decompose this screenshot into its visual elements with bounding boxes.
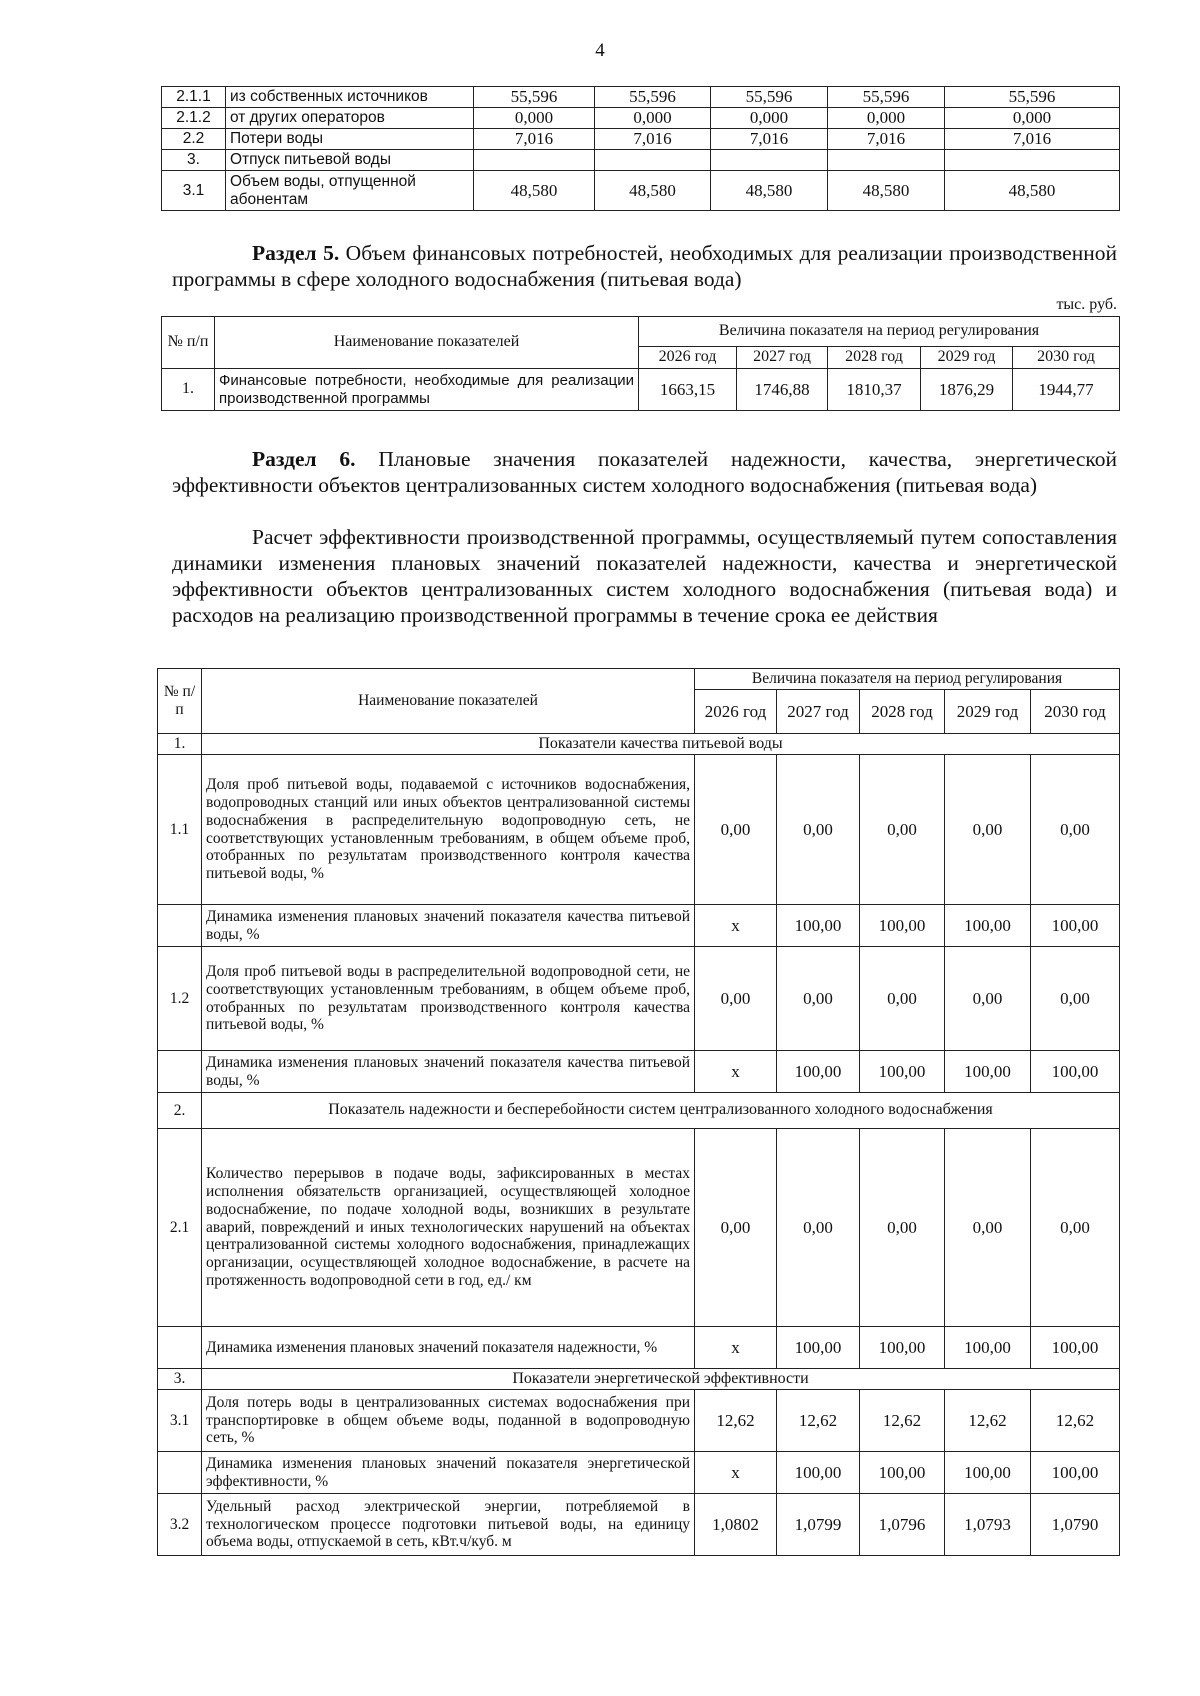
section-row (158, 1369, 1120, 1390)
table-row (158, 905, 1120, 947)
value-cell: 12,62 (695, 1390, 777, 1452)
value-cell: 55,596 (945, 87, 1120, 108)
row-number: 1. (162, 369, 215, 411)
col-header-name: Наименование показателей (202, 669, 695, 734)
section-6-heading (172, 446, 1117, 498)
value-cell: 100,00 (860, 1327, 945, 1369)
value-cell: 100,00 (1031, 1327, 1120, 1369)
row-number: 3.1 (162, 171, 226, 211)
row-name: Динамика изменения плановых значений показателя надежности, % (202, 1327, 695, 1369)
table-row (162, 150, 1120, 171)
section-title: Показатели энергетической эффективности (202, 1369, 1120, 1390)
row-name: Доля проб питьевой воды в распределительной водопроводной сети, не соответствующих установленным требованиям, в общем объеме проб, отобранных по результатам производственного контроля качества питьевой воды, % (202, 947, 695, 1051)
section-number: 3. (158, 1369, 202, 1390)
row-number (158, 1327, 202, 1369)
row-number (158, 905, 202, 947)
table-row (158, 1129, 1120, 1327)
value-cell (945, 150, 1120, 171)
row-name: от других операторов (226, 108, 474, 129)
row-number: 2.1.2 (162, 108, 226, 129)
header-row (158, 669, 1120, 690)
value-cell: 100,00 (945, 1452, 1031, 1494)
table-row (162, 369, 1120, 411)
row-name: Доля проб питьевой воды, подаваемой с источников водоснабжения, водопроводных станций или иных объектов централизованной системы водоснабжения в распределительную водопроводную сеть, не соответствующих установленным требованиям, в общем объеме проб, отобранных по результатам производственного контроля качества питьевой воды, % (202, 755, 695, 905)
row-name: Количество перерывов в подаче воды, зафиксированных в местах исполнения обязательств организацией, осуществляющей холодное водоснабжение, по подаче холодной воды, возникших в результате аварий, повреждений и иных технологических нарушений на объектах централизованной системы холодного водоснабжения, принадлежащих организации, осуществляющей холодное водоснабжение, в расчете на протяженность водопроводной сети в год, ед./ км (202, 1129, 695, 1327)
value-cell: 0,00 (1031, 1129, 1120, 1327)
value-cell: 7,016 (828, 129, 945, 150)
value-cell: 100,00 (777, 1452, 860, 1494)
row-name: Доля потерь воды в централизованных системах водоснабжения при транспортировке в общем объеме воды, поданной в водопроводную сеть, % (202, 1390, 695, 1452)
value-cell (595, 150, 711, 171)
value-cell: 1663,15 (639, 369, 737, 411)
section-number: 1. (158, 734, 202, 755)
value-cell: 0,00 (860, 947, 945, 1051)
table-row (162, 87, 1120, 108)
unit-label: тыс. руб. (1056, 296, 1117, 313)
value-cell: 100,00 (1031, 1452, 1120, 1494)
value-cell: 0,00 (860, 755, 945, 905)
row-number: 2.1.1 (162, 87, 226, 108)
year-header: 2029 год (945, 690, 1031, 734)
section-6-paragraph: Расчет эффективности производственной программы, осуществляемый путем сопоставления динамики изменения плановых значений показателей надежности, качества и энергетической эффективности объектов централизованных систем холодного водоснабжения (питьевая вода) и расходов на реализацию производственной программы в течение срока ее действия (172, 525, 1117, 627)
value-cell: 1,0796 (860, 1494, 945, 1556)
value-cell: 0,00 (777, 1129, 860, 1327)
value-cell: 55,596 (474, 87, 595, 108)
value-cell: 100,00 (1031, 905, 1120, 947)
table-row (162, 129, 1120, 150)
value-cell: 100,00 (860, 1051, 945, 1093)
year-header: 2030 год (1031, 690, 1120, 734)
financial-needs-table (161, 316, 1120, 411)
indicators-table (157, 668, 1120, 1556)
value-cell: 0,00 (777, 947, 860, 1051)
value-cell: х (695, 1327, 777, 1369)
value-cell: 55,596 (828, 87, 945, 108)
row-name: Потери воды (226, 129, 474, 150)
header-row (162, 317, 1120, 347)
value-cell: 100,00 (945, 1327, 1031, 1369)
col-header-name: Наименование показателей (215, 317, 639, 369)
value-cell: 1944,77 (1013, 369, 1120, 411)
row-number: 3.2 (158, 1494, 202, 1556)
value-cell: 0,00 (695, 947, 777, 1051)
row-name: Динамика изменения плановых значений показателя качества питьевой воды, % (202, 905, 695, 947)
value-cell: 7,016 (595, 129, 711, 150)
col-header-num: № п/п (158, 669, 202, 734)
table-row (158, 1390, 1120, 1452)
value-cell: 0,00 (777, 755, 860, 905)
value-cell (711, 150, 828, 171)
value-cell: 100,00 (1031, 1051, 1120, 1093)
table-row (158, 1051, 1120, 1093)
value-cell: х (695, 1051, 777, 1093)
value-cell: 100,00 (777, 1327, 860, 1369)
row-name: Отпуск питьевой воды (226, 150, 474, 171)
table-row (162, 171, 1120, 211)
value-cell: 1746,88 (737, 369, 828, 411)
value-cell: х (695, 905, 777, 947)
col-header-period: Величина показателя на период регулирования (695, 669, 1120, 690)
year-header: 2027 год (777, 690, 860, 734)
value-cell: 12,62 (860, 1390, 945, 1452)
value-cell: 0,00 (1031, 947, 1120, 1051)
value-cell: 0,00 (945, 1129, 1031, 1327)
value-cell: 7,016 (945, 129, 1120, 150)
col-header-period: Величина показателя на период регулирования (639, 317, 1120, 347)
value-cell: 7,016 (474, 129, 595, 150)
col-header-num: № п/п (162, 317, 215, 369)
value-cell (828, 150, 945, 171)
section-5-title: Объем финансовых потребностей, необходимых для реализации производственной программы в сфере холодного водоснабжения (питьевая вода) (172, 241, 1117, 291)
section-row (158, 1093, 1120, 1129)
year-header: 2029 год (921, 347, 1013, 369)
table-row (162, 108, 1120, 129)
row-name: Удельный расход электрической энергии, потребляемой в технологическом процессе подготовки питьевой воды, на единицу объема воды, отпускаемой в сеть, кВт.ч/куб. м (202, 1494, 695, 1556)
value-cell: 0,00 (1031, 755, 1120, 905)
value-cell: 55,596 (711, 87, 828, 108)
value-cell: х (695, 1452, 777, 1494)
year-header: 2028 год (828, 347, 921, 369)
year-header: 2030 год (1013, 347, 1120, 369)
section-title: Показатели качества питьевой воды (202, 734, 1120, 755)
value-cell: 0,00 (945, 755, 1031, 905)
table-row (158, 1327, 1120, 1369)
section-number: 2. (158, 1093, 202, 1129)
value-cell: 0,00 (695, 755, 777, 905)
value-cell: 1,0790 (1031, 1494, 1120, 1556)
value-cell: 48,580 (474, 171, 595, 211)
value-cell (474, 150, 595, 171)
row-number: 2.1 (158, 1129, 202, 1327)
value-cell: 1,0802 (695, 1494, 777, 1556)
row-name: из собственных источников (226, 87, 474, 108)
table-row (158, 1494, 1120, 1556)
value-cell: 0,000 (595, 108, 711, 129)
row-name: Динамика изменения плановых значений показателя энергетической эффективности, % (202, 1452, 695, 1494)
value-cell: 100,00 (860, 905, 945, 947)
row-number: 1.1 (158, 755, 202, 905)
value-cell: 1876,29 (921, 369, 1013, 411)
year-header: 2027 год (737, 347, 828, 369)
year-header: 2026 год (639, 347, 737, 369)
row-number: 2.2 (162, 129, 226, 150)
value-cell: 100,00 (945, 905, 1031, 947)
value-cell: 100,00 (777, 1051, 860, 1093)
value-cell: 100,00 (945, 1051, 1031, 1093)
value-cell: 0,000 (711, 108, 828, 129)
row-number: 1.2 (158, 947, 202, 1051)
value-cell: 0,000 (474, 108, 595, 129)
table-row (158, 1452, 1120, 1494)
value-cell: 48,580 (595, 171, 711, 211)
section-6-label: Раздел 6. (252, 447, 356, 471)
section-5-label: Раздел 5. (252, 241, 340, 265)
section-5-heading (172, 240, 1117, 292)
row-number: 3. (162, 150, 226, 171)
row-number (158, 1452, 202, 1494)
value-cell: 55,596 (595, 87, 711, 108)
value-cell: 0,000 (945, 108, 1120, 129)
row-name: Финансовые потребности, необходимые для реализации производственной программы (215, 369, 639, 411)
value-cell: 12,62 (1031, 1390, 1120, 1452)
value-cell: 12,62 (777, 1390, 860, 1452)
value-cell: 0,00 (695, 1129, 777, 1327)
value-cell: 12,62 (945, 1390, 1031, 1452)
year-header: 2026 год (695, 690, 777, 734)
value-cell: 48,580 (945, 171, 1120, 211)
value-cell: 0,00 (860, 1129, 945, 1327)
section-row (158, 734, 1120, 755)
value-cell: 1810,37 (828, 369, 921, 411)
water-balance-table (161, 86, 1120, 211)
section-title: Показатель надежности и бесперебойности систем централизованного холодного водоснабжения (202, 1093, 1120, 1129)
value-cell: 100,00 (860, 1452, 945, 1494)
row-name: Динамика изменения плановых значений показателя качества питьевой воды, % (202, 1051, 695, 1093)
table-row (158, 755, 1120, 905)
table-row (158, 947, 1120, 1051)
value-cell: 48,580 (828, 171, 945, 211)
year-header: 2028 год (860, 690, 945, 734)
row-number: 3.1 (158, 1390, 202, 1452)
value-cell: 100,00 (777, 905, 860, 947)
value-cell: 1,0799 (777, 1494, 860, 1556)
page-number: 4 (595, 40, 605, 61)
row-number (158, 1051, 202, 1093)
value-cell: 7,016 (711, 129, 828, 150)
value-cell: 0,000 (828, 108, 945, 129)
value-cell: 0,00 (945, 947, 1031, 1051)
value-cell: 48,580 (711, 171, 828, 211)
row-name: Объем воды, отпущенной абонентам (226, 171, 474, 211)
section-6-title: Плановые значения показателей надежности, качества, энергетической эффективности объектов централизованных систем холодного водоснабжения (питьевая вода) (172, 447, 1117, 497)
value-cell: 1,0793 (945, 1494, 1031, 1556)
